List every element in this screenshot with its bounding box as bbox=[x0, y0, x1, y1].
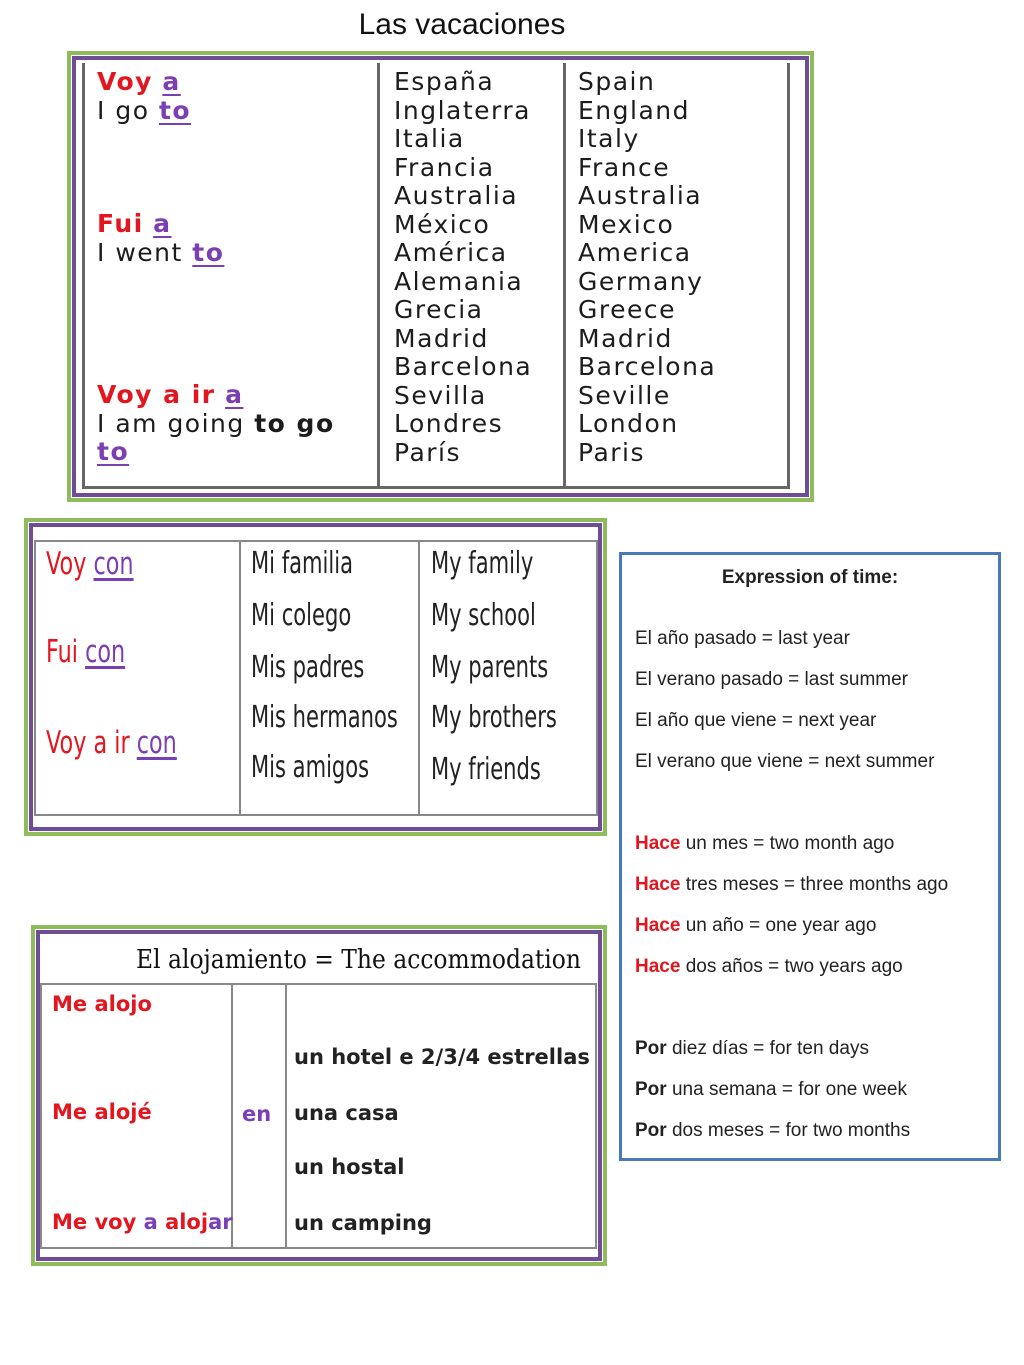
verb-en-to: to bbox=[97, 437, 130, 466]
verb-es: Voy bbox=[46, 546, 87, 582]
place-es: Australia bbox=[394, 181, 519, 210]
expression-row: El año que viene = next year bbox=[635, 710, 877, 731]
expression-row-hace bbox=[635, 956, 903, 978]
accommodation-verb-me-aloje: Me alojé bbox=[52, 1100, 152, 1124]
accommodation-place: un camping bbox=[294, 1211, 432, 1235]
expression-row-por bbox=[635, 1120, 910, 1142]
person-en: My friends bbox=[431, 752, 541, 787]
place-es: Inglaterra bbox=[394, 95, 531, 125]
accommodation-place: una casa bbox=[294, 1101, 399, 1125]
por-keyword: Por bbox=[635, 1120, 667, 1141]
place-en: America bbox=[578, 238, 692, 267]
companions-divider-2 bbox=[418, 540, 420, 816]
verb-en-bold: to go bbox=[254, 408, 335, 438]
por-keyword: Por bbox=[635, 1079, 667, 1100]
page-title: Las vacaciones bbox=[358, 8, 566, 41]
person-es: Mis amigos bbox=[251, 750, 370, 785]
verb-es: Voy bbox=[97, 67, 153, 96]
por-rest: dos meses = for two months bbox=[666, 1120, 911, 1141]
verb-en: I am going bbox=[97, 408, 245, 438]
verb-prep: a bbox=[153, 209, 172, 238]
place-en: Paris bbox=[578, 437, 646, 467]
accommodation-heading: El alojamiento = The accommodation bbox=[136, 945, 581, 975]
person-en: My school bbox=[431, 598, 536, 633]
hace-keyword: Hace bbox=[635, 956, 681, 977]
place-es: México bbox=[394, 209, 491, 239]
verb-part-prep: a bbox=[143, 1210, 158, 1234]
verb-es: Fui bbox=[46, 634, 78, 670]
place-en: Madrid bbox=[578, 323, 673, 353]
place-en: Italy bbox=[578, 124, 640, 153]
expression-row-por bbox=[635, 1038, 869, 1060]
verb-en: I go bbox=[97, 95, 150, 125]
person-en: My brothers bbox=[431, 700, 557, 735]
place-es: España bbox=[394, 67, 495, 96]
verb-prep: a bbox=[162, 67, 181, 96]
expression-heading: Expression of time: bbox=[721, 567, 899, 588]
place-en: France bbox=[578, 152, 671, 182]
verb-es: Fui bbox=[97, 209, 144, 238]
verb-prep: con bbox=[136, 725, 177, 761]
place-en: London bbox=[578, 409, 679, 438]
accommodation-place: un hotel e 2/3/4 estrellas bbox=[294, 1045, 590, 1069]
places-es-list bbox=[394, 68, 532, 467]
destinations-divider-2 bbox=[563, 63, 566, 489]
expression-row-por bbox=[635, 1079, 907, 1101]
hace-rest: tres meses = three months ago bbox=[680, 874, 949, 895]
place-en: Barcelona bbox=[578, 352, 717, 381]
verb-en-to: to bbox=[158, 95, 192, 125]
accommodation-verb-me-alojo: Me alojo bbox=[52, 992, 152, 1016]
place-en: Australia bbox=[578, 181, 703, 210]
person-es: Mi familia bbox=[251, 546, 353, 581]
verb-en: I went bbox=[97, 237, 183, 267]
hace-keyword: Hace bbox=[635, 915, 681, 936]
place-es: Londres bbox=[394, 409, 504, 438]
verb-part-ending: ar bbox=[208, 1210, 233, 1234]
verb-prep: con bbox=[85, 634, 126, 670]
place-es: América bbox=[394, 238, 508, 267]
accommodation-verb-me-voy-a-alojar bbox=[52, 1210, 233, 1234]
place-es: Alemania bbox=[394, 266, 524, 296]
por-rest: diez días = for ten days bbox=[666, 1038, 869, 1059]
place-en: Germany bbox=[578, 266, 704, 296]
hace-keyword: Hace bbox=[635, 833, 681, 854]
destinations-divider-1 bbox=[377, 63, 380, 489]
verb-voy-a-ir-a bbox=[97, 381, 335, 467]
verb-part-stem: aloj bbox=[165, 1210, 209, 1234]
expression-row: El verano que viene = next summer bbox=[635, 751, 935, 772]
accommodation-place: un hostal bbox=[294, 1155, 405, 1179]
person-es: Mis padres bbox=[251, 650, 365, 685]
expression-of-time-box bbox=[619, 552, 1001, 1161]
verb-fui-a bbox=[97, 210, 224, 267]
companion-verb-voy-con bbox=[46, 546, 134, 582]
person-en: My parents bbox=[431, 650, 549, 685]
place-es: Grecia bbox=[394, 295, 484, 324]
hace-keyword: Hace bbox=[635, 874, 681, 895]
expression-row-hace bbox=[635, 915, 876, 937]
accommodation-divider-2 bbox=[285, 983, 287, 1249]
expression-row: El verano pasado = last summer bbox=[635, 669, 908, 690]
hace-rest: un mes = two month ago bbox=[680, 833, 895, 854]
place-es: Sevilla bbox=[394, 380, 487, 410]
companions-divider-1 bbox=[239, 540, 241, 816]
verb-prep: con bbox=[93, 546, 134, 582]
places-en-list bbox=[578, 68, 716, 467]
verb-part: Me voy bbox=[52, 1210, 137, 1234]
person-es: Mi colego bbox=[251, 598, 352, 633]
verb-prep: a bbox=[225, 380, 244, 409]
verb-en-to: to bbox=[192, 237, 225, 267]
person-es: Mis hermanos bbox=[251, 700, 398, 735]
expression-row-hace bbox=[635, 833, 894, 855]
place-en: Seville bbox=[578, 380, 671, 410]
companion-verb-fui-con bbox=[46, 634, 125, 670]
por-rest: una semana = for one week bbox=[666, 1079, 907, 1100]
place-es: Barcelona bbox=[394, 352, 533, 381]
place-es: París bbox=[394, 437, 462, 467]
place-es: Francia bbox=[394, 152, 495, 182]
place-en: England bbox=[578, 95, 690, 125]
verb-es: Voy a ir bbox=[46, 725, 130, 761]
hace-rest: dos años = two years ago bbox=[680, 956, 903, 977]
place-en: Greece bbox=[578, 295, 676, 324]
place-en: Mexico bbox=[578, 209, 675, 239]
person-en: My family bbox=[431, 546, 534, 581]
place-en: Spain bbox=[578, 67, 656, 96]
place-es: Madrid bbox=[394, 323, 489, 353]
por-keyword: Por bbox=[635, 1038, 667, 1059]
expression-row: El año pasado = last year bbox=[635, 628, 850, 649]
verb-voy-a bbox=[97, 68, 191, 125]
companion-verb-voy-a-ir-con bbox=[46, 725, 177, 761]
verb-es: Voy a ir bbox=[97, 380, 216, 409]
hace-rest: un año = one year ago bbox=[680, 915, 877, 936]
expression-row-hace bbox=[635, 874, 948, 896]
accommodation-prep: en bbox=[242, 1102, 272, 1126]
place-es: Italia bbox=[394, 124, 465, 153]
